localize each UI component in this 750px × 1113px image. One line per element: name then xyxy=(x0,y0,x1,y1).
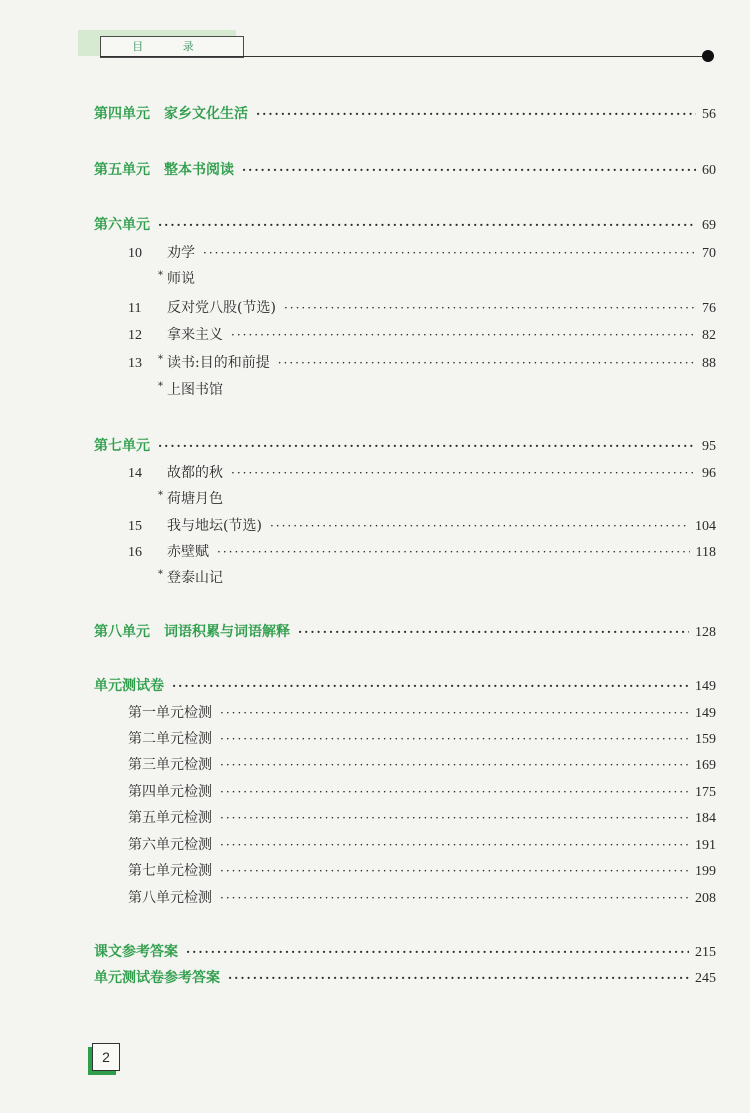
toc-page: 149 xyxy=(695,679,716,694)
leader-dots xyxy=(228,966,689,990)
lesson-number: 13 xyxy=(128,356,142,371)
toc-page: 149 xyxy=(695,706,716,721)
toc-entry-lesson[interactable] xyxy=(128,296,716,320)
page-number: 2 xyxy=(92,1043,120,1071)
leader-dots xyxy=(220,833,689,857)
toc-entry-lesson[interactable] xyxy=(128,540,716,564)
toc-page: 208 xyxy=(695,891,716,906)
toc-entry-test[interactable] xyxy=(128,833,716,857)
lesson-title: 师说 xyxy=(167,271,195,287)
elective-star: * xyxy=(158,381,163,392)
elective-star: * xyxy=(158,569,163,580)
toc-label: 第五单元 整本书阅读 xyxy=(94,162,234,178)
lesson-title: 登泰山记 xyxy=(167,570,223,586)
toc-label: 第七单元 xyxy=(94,438,150,454)
lesson-number: 11 xyxy=(128,301,142,316)
toc-label: 第四单元 家乡文化生活 xyxy=(94,106,248,122)
toc-entry-test[interactable] xyxy=(128,701,716,725)
toc-page: 104 xyxy=(695,519,716,534)
toc-page: 69 xyxy=(702,218,716,233)
toc-entry-lesson[interactable] xyxy=(128,378,716,402)
elective-star: * xyxy=(158,270,163,281)
toc-page: 76 xyxy=(702,301,716,316)
test-title: 第七单元检测 xyxy=(128,863,212,879)
toc-page: 199 xyxy=(695,864,716,879)
toc-entry-lesson[interactable] xyxy=(128,323,716,347)
toc-entry-unit5[interactable] xyxy=(94,158,716,182)
toc-entry-unit-tests[interactable] xyxy=(94,674,716,698)
toc-page: 128 xyxy=(695,625,716,640)
header-title: 目 录 xyxy=(100,36,244,58)
toc-page: 215 xyxy=(695,945,716,960)
test-title: 第四单元检测 xyxy=(128,784,212,800)
header-dot xyxy=(702,50,714,62)
toc-label: 第六单元 xyxy=(94,217,150,233)
toc-entry-test[interactable] xyxy=(128,727,716,751)
lesson-number: 15 xyxy=(128,519,142,534)
toc-entry-unit4[interactable] xyxy=(94,102,716,126)
leader-dots xyxy=(220,886,689,910)
toc-page: 88 xyxy=(702,356,716,371)
toc-entry-lesson[interactable] xyxy=(128,461,716,485)
leader-dots xyxy=(158,213,696,237)
lesson-title: 故都的秋 xyxy=(167,465,223,481)
toc-entry-lesson[interactable] xyxy=(128,566,716,590)
toc-page: 60 xyxy=(702,163,716,178)
toc-page: 191 xyxy=(695,838,716,853)
toc-entry-unit7[interactable] xyxy=(94,434,716,458)
leader-dots xyxy=(298,620,689,644)
lesson-title: 我与地坛(节选) xyxy=(167,518,262,534)
leader-dots xyxy=(270,514,689,538)
test-title: 第八单元检测 xyxy=(128,890,212,906)
leader-dots xyxy=(203,241,696,265)
toc-entry-lesson[interactable] xyxy=(128,514,716,538)
lesson-number: 12 xyxy=(128,328,142,343)
toc-page: 70 xyxy=(702,246,716,261)
toc-entry-lesson[interactable] xyxy=(128,241,716,265)
toc-page: 82 xyxy=(702,328,716,343)
toc-entry-lesson[interactable] xyxy=(128,267,716,291)
toc-page: 245 xyxy=(695,971,716,986)
leader-dots xyxy=(278,351,696,375)
toc-page: 56 xyxy=(702,107,716,122)
lesson-title: 读书:目的和前提 xyxy=(167,355,270,371)
test-title: 第六单元检测 xyxy=(128,837,212,853)
toc-label: 单元测试卷 xyxy=(94,678,164,694)
test-title: 第三单元检测 xyxy=(128,757,212,773)
lesson-title: 荷塘月色 xyxy=(167,491,223,507)
leader-dots xyxy=(220,753,689,777)
toc-entry-lesson[interactable] xyxy=(128,351,716,375)
toc-label: 第八单元 词语积累与词语解释 xyxy=(94,624,290,640)
header-rule xyxy=(100,56,706,57)
leader-dots xyxy=(186,940,689,964)
lesson-number: 16 xyxy=(128,545,142,560)
leader-dots xyxy=(284,296,696,320)
toc-page: 159 xyxy=(695,732,716,747)
lesson-title: 劝学 xyxy=(167,245,195,261)
toc-entry-unit8[interactable] xyxy=(94,620,716,644)
leader-dots xyxy=(220,727,689,751)
lesson-title: 拿来主义 xyxy=(167,327,223,343)
leader-dots xyxy=(172,674,689,698)
toc-entry-test[interactable] xyxy=(128,859,716,883)
toc-page: 184 xyxy=(695,811,716,826)
lesson-title: 反对党八股(节选) xyxy=(167,300,276,316)
lesson-title: 赤壁赋 xyxy=(167,544,209,560)
lesson-title: 上图书馆 xyxy=(167,382,223,398)
toc-entry-test[interactable] xyxy=(128,886,716,910)
leader-dots xyxy=(256,102,696,126)
elective-star: * xyxy=(158,490,163,501)
toc-page: 175 xyxy=(695,785,716,800)
toc-entry-text-answers[interactable] xyxy=(94,940,716,964)
elective-star: * xyxy=(158,354,163,365)
leader-dots xyxy=(158,434,696,458)
toc-page: 169 xyxy=(695,758,716,773)
toc-entry-unit6[interactable] xyxy=(94,213,716,237)
leader-dots xyxy=(220,859,689,883)
leader-dots xyxy=(220,806,689,830)
lesson-number: 10 xyxy=(128,246,142,261)
toc-entry-lesson[interactable] xyxy=(128,487,716,511)
leader-dots xyxy=(217,540,690,564)
toc-page: 96 xyxy=(702,466,716,481)
toc-page: 95 xyxy=(702,439,716,454)
test-title: 第二单元检测 xyxy=(128,731,212,747)
test-title: 第一单元检测 xyxy=(128,705,212,721)
toc-label: 课文参考答案 xyxy=(94,944,178,960)
toc-entry-test[interactable] xyxy=(128,780,716,804)
leader-dots xyxy=(231,323,696,347)
toc-entry-test[interactable] xyxy=(128,753,716,777)
test-title: 第五单元检测 xyxy=(128,810,212,826)
toc-page: 118 xyxy=(695,545,716,560)
toc-entry-test[interactable] xyxy=(128,806,716,830)
leader-dots xyxy=(220,701,689,725)
toc-entry-test-answers[interactable] xyxy=(94,966,716,990)
lesson-number: 14 xyxy=(128,466,142,481)
leader-dots xyxy=(220,780,689,804)
toc-label: 单元测试卷参考答案 xyxy=(94,970,220,986)
leader-dots xyxy=(242,158,696,182)
leader-dots xyxy=(231,461,696,485)
